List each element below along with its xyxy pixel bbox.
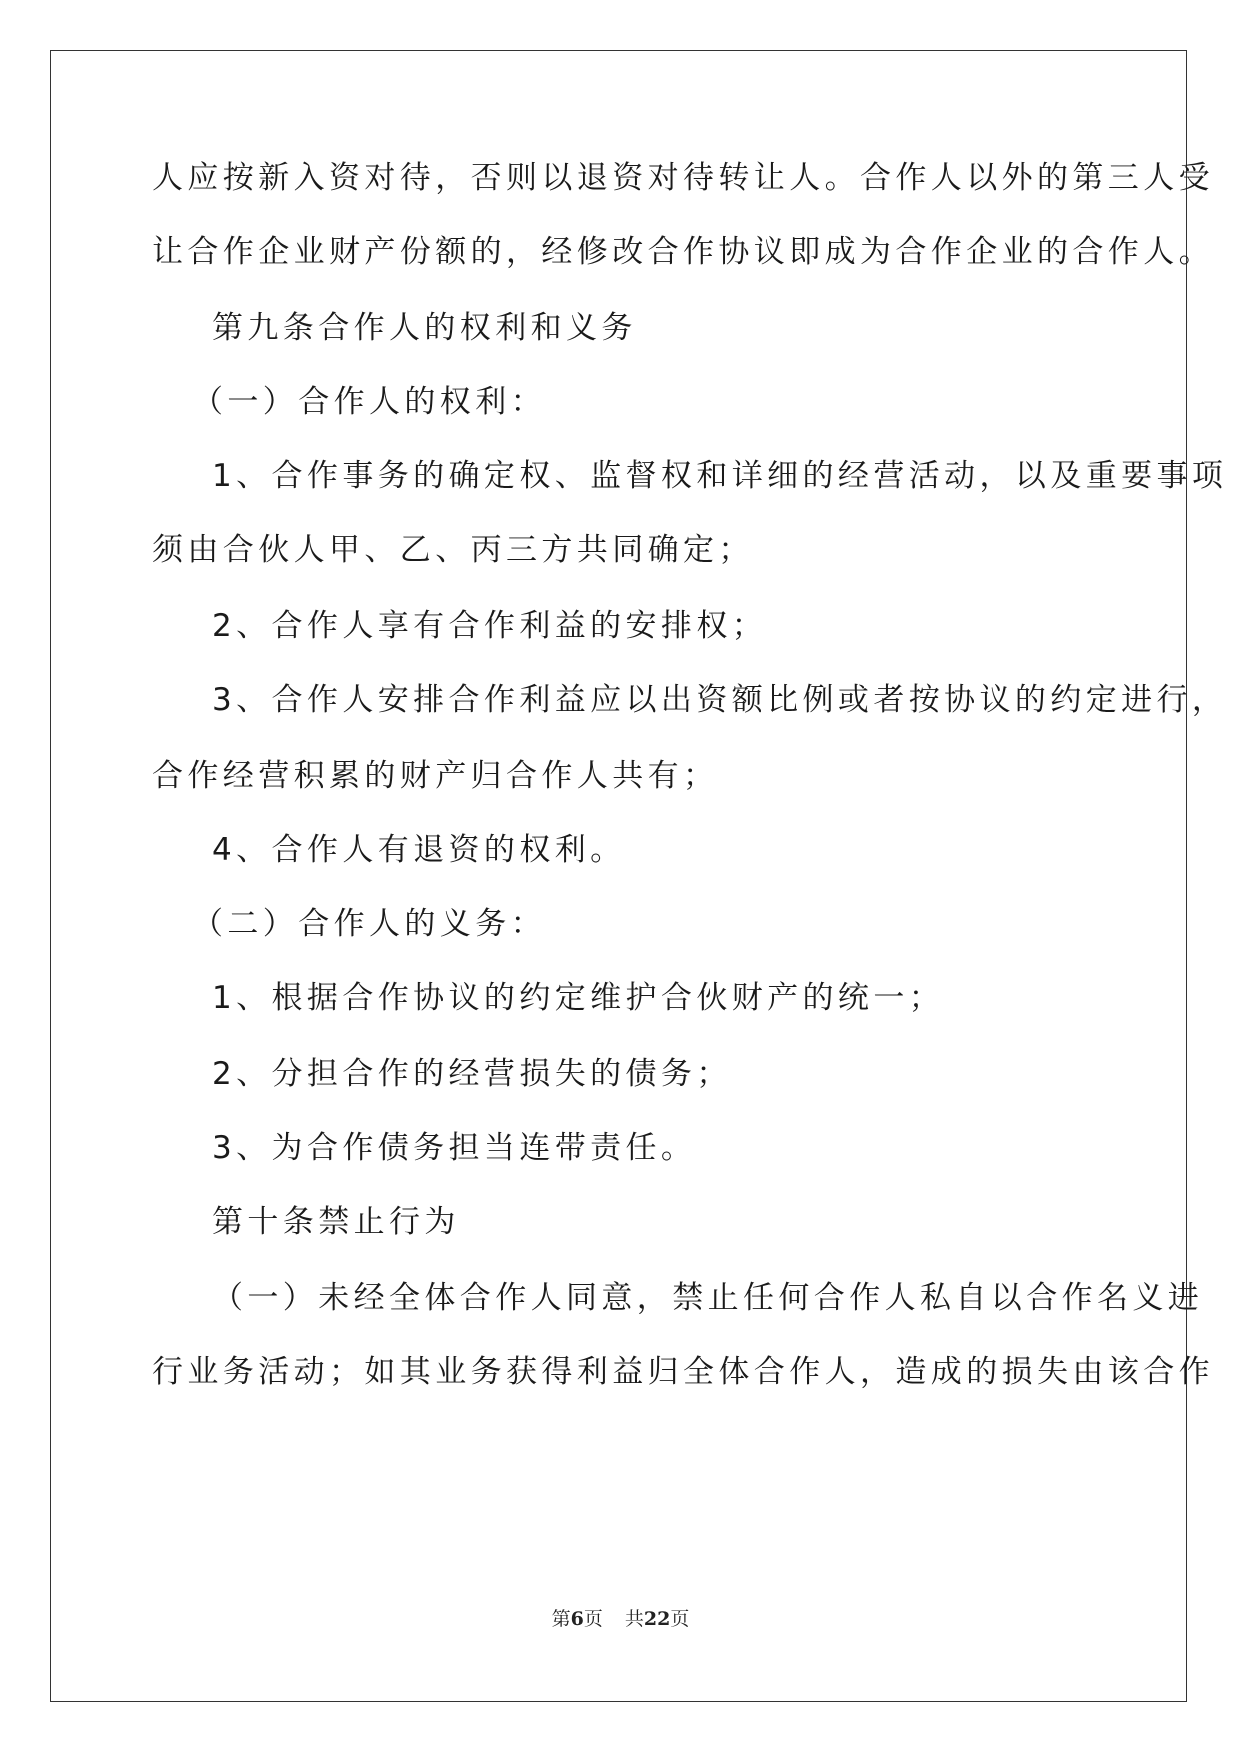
page-prefix: 第 [551,1608,571,1630]
total-prefix: 共 [624,1608,644,1630]
text-line: 2、分担合作的经营损失的债务； [212,1056,732,1092]
text-line: 1、合作事务的确定权、监督权和详细的经营活动，以及重要事项 [212,458,1228,494]
page-number: 6 [570,1608,584,1630]
article-heading: 第九条合作人的权利和义务 [212,310,637,346]
text-line: （一）未经全体合作人同意，禁止任何合作人私自以合作名义进 [212,1280,1204,1316]
text-line: 3、合作人安排合作利益应以出资额比例或者按协议的约定进行， [212,682,1228,718]
text-line: 2、合作人享有合作利益的安排权； [212,608,768,644]
text-line: 1、根据合作协议的约定维护合伙财产的统一； [212,980,945,1016]
text-line: 须由合伙人甲、乙、丙三方共同确定； [152,532,754,568]
total-suffix: 页 [670,1608,690,1630]
total-pages: 22 [643,1608,671,1630]
section-heading: （二）合作人的义务： [192,906,546,942]
text-line: 行业务活动；如其业务获得利益归全体合作人，造成的损失由该合作 [152,1354,1214,1390]
article-heading: 第十条禁止行为 [212,1204,460,1240]
text-line: 人应按新入资对待，否则以退资对待转让人。合作人以外的第三人受 [152,160,1214,196]
text-line: 让合作企业财产份额的，经修改合作协议即成为合作企业的合作人。 [152,234,1214,270]
page-border [50,50,1187,1702]
page-suffix: 页 [583,1608,603,1630]
text-line: 3、为合作债务担当连带责任。 [212,1130,697,1166]
page-footer [0,1604,1241,1631]
text-line: 合作经营积累的财产归合作人共有； [152,758,719,794]
text-line: 4、合作人有退资的权利。 [212,832,626,868]
section-heading: （一）合作人的权利： [192,384,546,420]
